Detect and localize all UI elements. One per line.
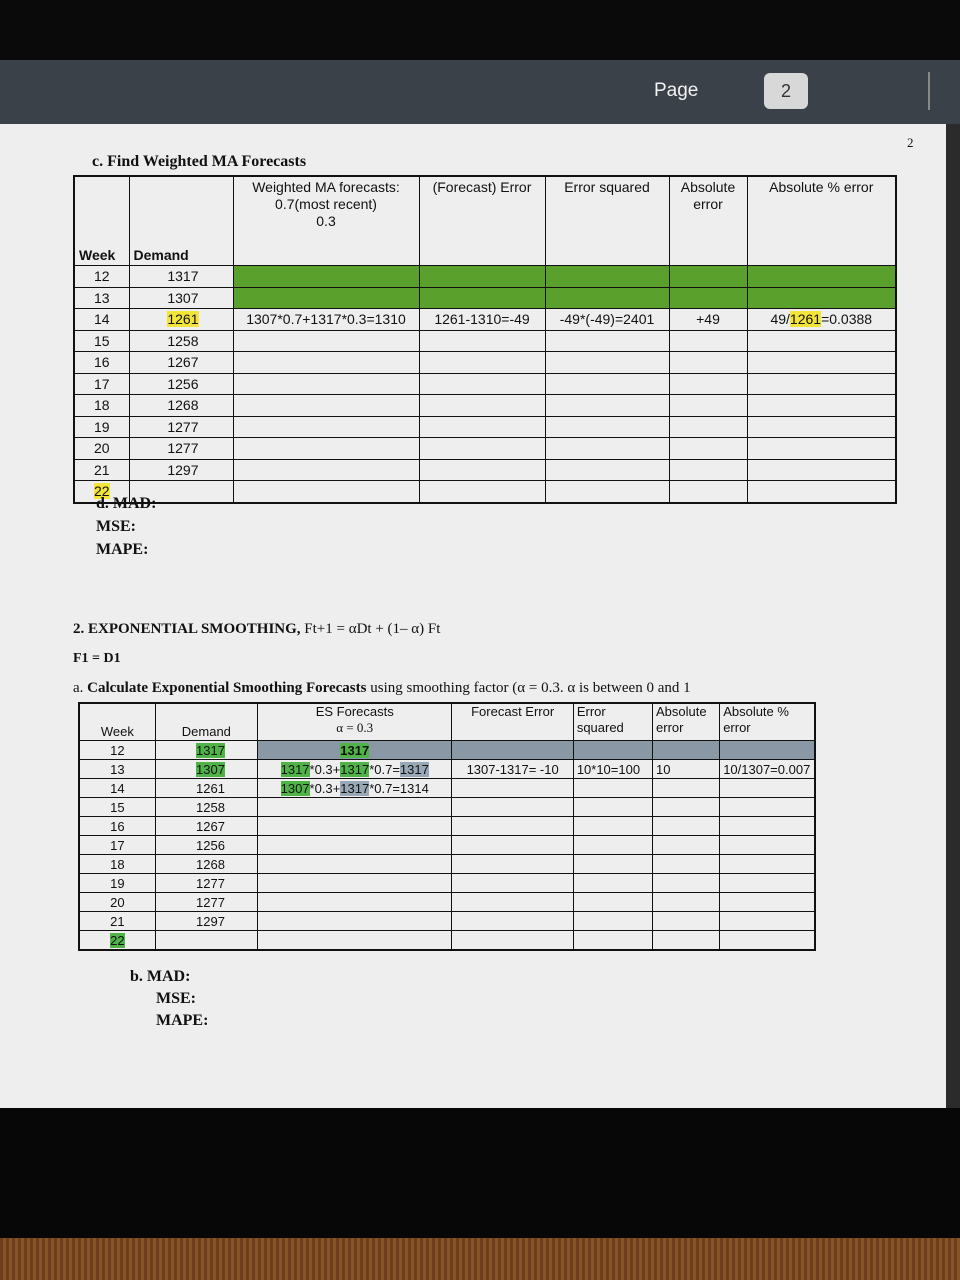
screen-bezel-top (0, 0, 960, 60)
table-row: 17 1256 (74, 373, 896, 395)
demand-header: Demand (155, 703, 257, 741)
page-label: Page (654, 80, 699, 101)
table-row: 21 1297 (74, 459, 896, 481)
table-row: 19 1277 (79, 874, 815, 893)
table-row: 17 1256 (79, 836, 815, 855)
table-row: 21 1297 (79, 912, 815, 931)
table-row: 12 1317 (74, 266, 896, 288)
table-row: 16 1267 (79, 817, 815, 836)
table-row: 13 1307 1317*0.3+1317*0.7=1317 1307-1317= -10 10*10=100 10 10/1307=0.007 (79, 760, 815, 779)
table-row: 14 1261 1307*0.7+1317*0.3=1310 1261-1310=-49 -49*(-49)=2401 +49 49/1261=0.0388 (74, 309, 896, 331)
mse-label: MSE: (156, 990, 196, 1007)
table-row: 19 1277 (74, 416, 896, 438)
weighted-ma-table (73, 175, 897, 504)
desk-surface (0, 1238, 960, 1280)
demand-header: Demand (129, 245, 233, 266)
section-2-title: 2. EXPONENTIAL SMOOTHING, Ft+1 = αDt + (1– α) Ft (73, 621, 441, 637)
error-squared-header: Error squared (545, 176, 669, 245)
absolute-error-header: Absolute error (669, 176, 747, 245)
table-row: 18 1268 (74, 395, 896, 417)
absolute-error-header: Absolute error (653, 703, 720, 741)
mad-label: d. MAD: (96, 495, 157, 512)
mad-label: b. MAD: (130, 968, 191, 985)
section-b-summary (130, 966, 208, 1032)
section-2a-instructions: a. Calculate Exponential Smoothing Forecasts using smoothing factor (α = 0.3. α is between 0 and 1 (73, 680, 691, 696)
page-number-input[interactable]: 2 (764, 73, 808, 109)
mse-label: MSE: (96, 518, 136, 535)
f1-equals-d1: F1 = D1 (73, 651, 121, 666)
toolbar-divider (928, 72, 930, 110)
week-header: Week (74, 245, 129, 266)
screen-bezel-bottom (0, 1108, 960, 1238)
table-row: 22 (74, 481, 896, 503)
section-c-title: c. Find Weighted MA Forecasts (92, 153, 307, 170)
table-row: 18 1268 (79, 855, 815, 874)
table-row: 15 1258 (74, 330, 896, 352)
absolute-percent-error-header: Absolute % error (747, 176, 896, 245)
week-header: Week (79, 703, 155, 741)
table-row: 20 1277 (79, 893, 815, 912)
exponential-smoothing-table (78, 702, 816, 951)
page-number: 2 (907, 135, 914, 150)
wma-forecast-header: Weighted MA forecasts: 0.7(most recent) 0.3 (233, 176, 419, 245)
forecast-error-header: (Forecast) Error (419, 176, 545, 245)
table-row: 13 1307 (74, 287, 896, 309)
table-row: 20 1277 (74, 438, 896, 460)
table-row: 14 1261 1307*0.3+1317*0.7=1314 (79, 779, 815, 798)
error-squared-header: Error squared (573, 703, 652, 741)
table-row: 16 1267 (74, 352, 896, 374)
table-row: 22 (79, 931, 815, 951)
forecast-error-header: Forecast Error (452, 703, 573, 741)
table-row: 12 1317 1317 (79, 741, 815, 760)
mape-label: MAPE: (156, 1012, 209, 1029)
es-forecasts-header: ES Forecasts α = 0.3 (257, 703, 452, 741)
table-row: 15 1258 (79, 798, 815, 817)
highlighted-demand: 1261 (167, 311, 199, 328)
absolute-percent-error-header: Absolute % error (720, 703, 815, 741)
pdf-viewer-toolbar (0, 60, 960, 124)
page-scrollbar-track[interactable] (946, 124, 960, 1108)
section-d-summary (96, 492, 156, 561)
mape-label: MAPE: (96, 541, 149, 558)
